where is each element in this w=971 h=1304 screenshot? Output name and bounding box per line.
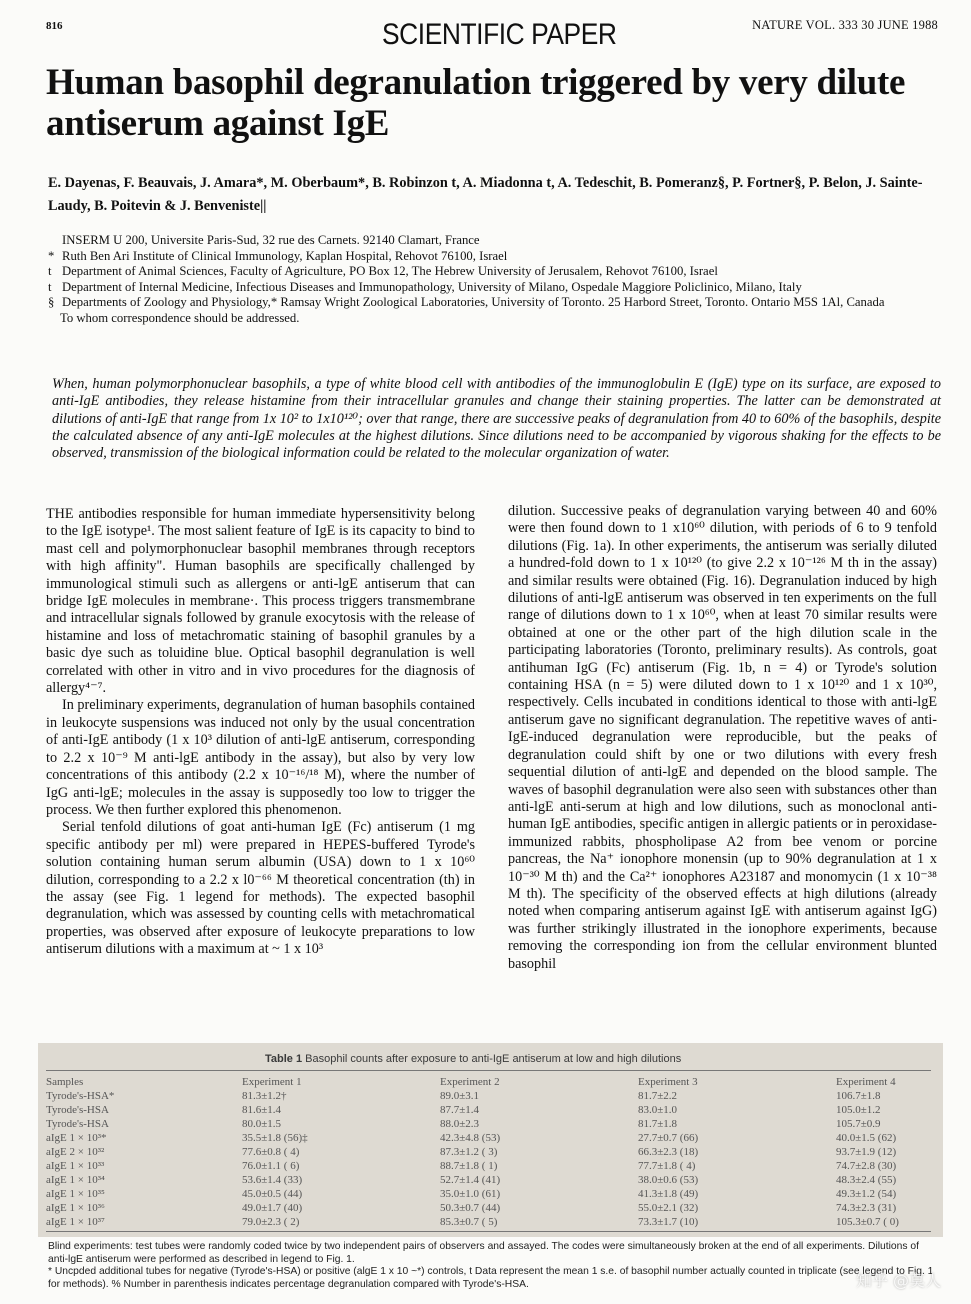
table-row <box>46 1117 926 1131</box>
affiliation-mark: § <box>48 295 55 310</box>
affiliation-text: Departments of Zoology and Physiology,* Ramsay Wright Zoological Laboratories, University of Toronto. 25 Harbord Street, Toronto. Ontario M5S 1Al, Canada <box>62 295 885 310</box>
table-cell: 35.5±1.8 (56)‡ <box>242 1132 308 1144</box>
table-cell: aIgE 1 × 10³⁶ <box>46 1202 105 1214</box>
table-cell: 66.3±2.3 (18) <box>638 1146 699 1158</box>
paper-title: Human basophil degranulation triggered by very dilute antiserum against IgE <box>46 62 906 144</box>
body-paragraph: Serial tenfold dilutions of goat anti-human IgE (Fc) antiserum (1 mg specific antibody per ml) were prepared in HEPES-buffered Tyrode's solution containing human serum albumin (USA) down to 1 x 10⁶⁰ dilution, corresponding to a 2.2 x l0⁻⁶⁶ M theoretical concentration (th) in the assay (see Fig. 1 legend for methods). The expected basophil degranulation, which was assessed by counting cells with metachromatical properties, was observed after exposure of leukocyte preparations to low antiserum dilutions with a maximum at ~ 1 x 10³ <box>46 819 475 958</box>
table-cell: 88.0±2.3 <box>440 1118 480 1130</box>
table-cell: aIgE 1 × 10³* <box>46 1132 107 1144</box>
body-paragraph: THE antibodies responsible for human immediate hypersensitivity belong to the IgE isotype¹. The most salient feature of IgE is its capacity to bind to mast cell and polymorphonuclear basophil membranes through receptors with high affinity". Human basophils are specifically challenged by immunological stimuli such as allergens or anti-lgE antiserum that can bridge IgE molecules in membrane·. This process triggers transmembrane and intracellular signals followed by granule exocytosis with the release of histamine and loss of metachromatic staining of basophil granules by a basic dye such as toluidine blue. Optical basophil degranulation is well correlated with other in vitro and in vivo procedures for the diagnosis of allergy⁴⁻⁷. <box>46 506 475 697</box>
table-cell: 87.3±1.2 ( 3) <box>440 1146 498 1158</box>
affiliation <box>48 280 941 296</box>
table-cell: 38.0±0.6 (53) <box>638 1174 699 1186</box>
table-cell: 106.7±1.8 <box>836 1090 881 1102</box>
table-row <box>46 1159 926 1173</box>
table-cell: 74.3±2.3 (31) <box>836 1202 897 1214</box>
table-caption <box>265 1053 681 1065</box>
table-cell: 50.3±0.7 (44) <box>440 1202 501 1214</box>
table-cell: 79.0±2.3 ( 2) <box>242 1216 300 1228</box>
body-column-left <box>46 506 475 959</box>
journal-citation: NATURE VOL. 333 30 JUNE 1988 <box>752 18 938 32</box>
table-row <box>46 1201 926 1215</box>
table-cell: 81.7±2.2 <box>638 1090 678 1102</box>
table-cell: 74.7±2.8 (30) <box>836 1160 897 1172</box>
affiliation <box>48 249 941 265</box>
affiliation-mark: t <box>48 264 52 279</box>
affiliation-mark: t <box>48 279 52 294</box>
column-header: Experiment 3 <box>638 1076 698 1088</box>
body-paragraph: dilution. Successive peaks of degranulation varying between 40 and 60% were then found down to 1 x10⁶⁰ dilution, with periods of 6 to 9 tenfold dilutions (Fig. 1a). In other experiments, the antiserum was serially diluted a hundred-fold down to 1 x 10¹²⁰ (to give 2.2 x 10⁻¹²⁶ M th in the assay) and similar results were obtained (Fig. 16). Degranulation induced by high dilutions of anti-lgE antiserum was observed in ten experiments on the full range of dilutions down to 1 x 10⁶⁰, when at least 70 similar results were obtained at one or the other part of the high dilution scale in the participating laboratories (Toronto, preliminary results). As controls, goat antihuman IgG (Fc) antiserum (Fig. 1b, n = 4) or Tyrode's solution containing HSA (n = 5) were diluted down to 1 x 10¹²⁰ and 1 x 10³⁰, respectively. Cells incubated in conditions identical to those with anti-lgE antiserum gave no significant degranulation. The repetitive waves of anti-IgE-induced degranulation were reproducible, but the peaks of degranulation could shift by one or two dilutions with every fresh sequential dilution of anti-lgE and depended on the blood sample. The waves of basophil degranulation were also seen with substances other than anti-lgE anti-serum at high and low dilutions, such as monoclonal anti-human IgE antibodies, specific antigen in allergic patients or in peroxidase-immunized rabbits, phospholipase A2 from bee venom or porcine pancreas, the Na⁺ ionophore monensin (up to 90% degranulation at 1 x 10⁻³⁰ M th) and the Ca²⁺ ionophores A23187 and monomycin (1 x 10⁻³⁸ M th). The specificity of the observed effects at high dilutions (already noted when comparing antiserum against IgE with antiserum against IgG) was further strikingly illustrated in the ionophore experiments, because removing the corresponding ion from the cellular environment blunted basophil <box>508 503 937 972</box>
table-cell: 81.7±1.8 <box>638 1118 678 1130</box>
table-footnotes <box>48 1241 940 1291</box>
page-number: 816 <box>46 20 63 32</box>
abstract: When, human polymorphonuclear basophils, a type of white blood cell with antibodies of the immunoglobulin E (IgE) type on its surface, are exposed to anti-IgE antibodies, they release histamine from their intracellular granules and change their staining properties. The latter can be demonstrated at dilutions of anti-IgE that range from 1x 10² to 1x10¹²⁰; over that range, there are successive peaks of degranulation from 40 to 60% of the basophils, despite the calculated absence of any anti-IgE molecules at the highest dilutions. Since dilutions need to be accompanied by vigorous shaking for the effects to be observed, transmission of the biological information could be related to the molecular organization of water. <box>52 376 941 462</box>
table-1 <box>38 1043 943 1237</box>
table-header-row <box>46 1075 926 1089</box>
affiliation <box>48 264 941 280</box>
table-rule-bottom <box>46 1231 931 1232</box>
table-cell: 105.0±1.2 <box>836 1104 881 1116</box>
column-header: Samples <box>46 1076 84 1088</box>
table-cell: 73.3±1.7 (10) <box>638 1216 699 1228</box>
body-column-right <box>508 503 937 973</box>
table-cell: 89.0±3.1 <box>440 1090 480 1102</box>
correspondence-note: To whom correspondence should be addressed. <box>60 310 300 325</box>
table-cell: 48.3±2.4 (55) <box>836 1174 897 1186</box>
table-row <box>46 1173 926 1187</box>
table-cell: aIgE 1 × 10³³ <box>46 1160 105 1172</box>
column-header: Experiment 2 <box>440 1076 500 1088</box>
table-row <box>46 1187 926 1201</box>
table-body <box>46 1089 926 1229</box>
table-cell: 27.7±0.7 (66) <box>638 1132 699 1144</box>
affiliations <box>48 233 941 327</box>
table-cell: 83.0±1.0 <box>638 1104 678 1116</box>
table-cell: aIgE 1 × 10³⁵ <box>46 1188 105 1200</box>
table-row <box>46 1089 926 1103</box>
table-cell: 81.6±1.4 <box>242 1104 282 1116</box>
column-header: Experiment 1 <box>242 1076 302 1088</box>
table-cell: Tyrode's-HSA* <box>46 1090 115 1102</box>
table-caption-label: Table 1 <box>265 1053 303 1065</box>
column-header: Experiment 4 <box>836 1076 896 1088</box>
table-cell: aIgE 1 × 10³⁷ <box>46 1216 105 1228</box>
footnote: Blind experiments: test tubes were randomly coded twice by two independent pairs of observers and assayed. The codes were simultaneously broken at the end of all experiments. Dilutions of anti-lgE antiserum were performed as described in legend to Fig. 1. <box>48 1241 919 1265</box>
affiliation <box>48 233 941 249</box>
footnote: * Uncpded additional tubes for negative (Tyrode's-HSA) or positive (algE 1 x 10 ~*) controls, t Data represent the mean 1 s.e. of basophil number actually counted in triplicate (see legend to Fig. 1 for methods). % Number in parenthesis indicates percentage degranulation compared with Tyrode's-HSA. <box>48 1266 934 1290</box>
table-cell: 87.7±1.4 <box>440 1104 480 1116</box>
table-cell: 40.0±1.5 (62) <box>836 1132 897 1144</box>
table-cell: aIgE 2 × 10³² <box>46 1146 105 1158</box>
table-cell: 45.0±0.5 (44) <box>242 1188 303 1200</box>
table-row <box>46 1131 926 1145</box>
table-cell: 52.7±1.4 (41) <box>440 1174 501 1186</box>
table-cell: 80.0±1.5 <box>242 1118 282 1130</box>
table-cell: 77.6±0.8 ( 4) <box>242 1146 300 1158</box>
table-cell: 85.3±0.7 ( 5) <box>440 1216 498 1228</box>
table-cell: 42.3±4.8 (53) <box>440 1132 501 1144</box>
table-cell: 105.3±0.7 ( 0) <box>836 1216 899 1228</box>
body-paragraph: In preliminary experiments, degranulation of human basophils contained in leukocyte suspensions was induced not only by the usual concentration of anti-IgE antibody (1 x 10³ dilution of anti-lgE antiserum, corresponding to 2.2 x 10⁻⁹ M anti-lgE antibody in the assay), but also by very low concentrations of this antibody (2.2 x 10⁻¹⁶/¹⁸ M), where the number of IgG anti-lgE; molecules in the assay is supposedly too low to trigger the process. We then further explored this phenomenon. <box>46 697 475 818</box>
table-cell: 49.3±1.2 (54) <box>836 1188 897 1200</box>
table-cell: 81.3±1.2† <box>242 1090 287 1102</box>
section-label: SCIENTIFIC PAPER <box>382 18 617 51</box>
table-cell: 49.0±1.7 (40) <box>242 1202 303 1214</box>
table-cell: 53.6±1.4 (33) <box>242 1174 303 1186</box>
table-row <box>46 1145 926 1159</box>
table-cell: Tyrode's-HSA <box>46 1104 109 1116</box>
table-row <box>46 1215 926 1229</box>
table-cell: 41.3±1.8 (49) <box>638 1188 699 1200</box>
table-cell: 77.7±1.8 ( 4) <box>638 1160 696 1172</box>
table-cell: Tyrode's-HSA <box>46 1118 109 1130</box>
table-rule-top <box>46 1070 931 1071</box>
table-cell: 93.7±1.9 (12) <box>836 1146 897 1158</box>
affiliation <box>48 295 941 311</box>
affiliation-mark: * <box>48 248 55 263</box>
watermark: 知乎 @莫人 <box>855 1271 941 1290</box>
affiliation-text: Department of Animal Sciences, Faculty of Agriculture, PO Box 12, The Hebrew University of Jerusalem, Rehovot 76100, Israel <box>62 264 718 279</box>
affiliation-mark <box>48 233 62 249</box>
author-list: E. Dayenas, F. Beauvais, J. Amara*, M. Oberbaum*, B. Robinzon t, A. Miadonna t, A. Tedeschit, B. Pomeranz§, P. Fortner§, P. Belon, J. Sainte-Laudy, B. Poitevin & J. Benveniste|| <box>48 175 923 214</box>
affiliation-text: INSERM U 200, Universite Paris-Sud, 32 rue des Carnets. 92140 Clamart, France <box>62 233 480 247</box>
table-cell: 88.7±1.8 ( 1) <box>440 1160 498 1172</box>
table-caption-text: Basophil counts after exposure to anti-IgE antiserum at low and high dilutions <box>305 1053 682 1065</box>
table-cell: 55.0±2.1 (32) <box>638 1202 699 1214</box>
affiliation-text: Department of Internal Medicine, Infectious Diseases and Immunopathology, University of Milano, Ospedale Maggiore Policlinico, Milano, Italy <box>62 279 802 294</box>
table-cell: 35.0±1.0 (61) <box>440 1188 501 1200</box>
table-cell: 76.0±1.1 ( 6) <box>242 1160 300 1172</box>
data-table <box>46 1075 926 1229</box>
table-row <box>46 1103 926 1117</box>
table-cell: aIgE 1 × 10³⁴ <box>46 1174 105 1186</box>
table-cell: 105.7±0.9 <box>836 1118 881 1130</box>
affiliation-text: Ruth Ben Ari Institute of Clinical Immunology, Kaplan Hospital, Rehovot 76100, Israel <box>62 248 508 263</box>
